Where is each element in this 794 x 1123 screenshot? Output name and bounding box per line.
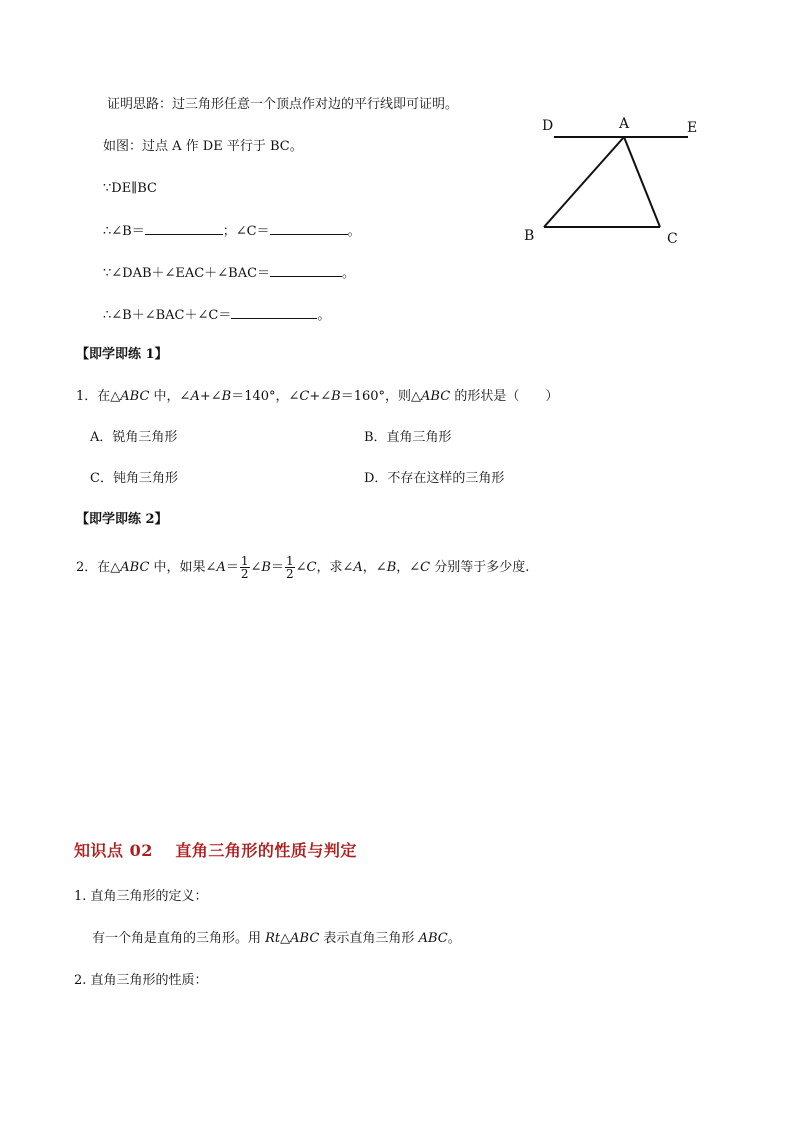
prop-heading: 2. 直角三角形的性质： xyxy=(74,973,208,988)
def-text-part: 。 xyxy=(447,931,461,946)
label-b: B xyxy=(524,228,535,244)
proof-therefore-b-c xyxy=(103,222,361,241)
fraction-denominator: 2 xyxy=(240,567,249,581)
therefore-sum-text: ∴∠B＋∠BAC＋∠C＝ xyxy=(103,308,232,323)
answer-blank-sum2[interactable] xyxy=(231,306,317,319)
q-var-c: C xyxy=(299,389,310,404)
def-text xyxy=(92,930,461,948)
label-e: E xyxy=(687,120,698,136)
q-text: ＝140°，∠ xyxy=(231,389,300,404)
fraction-numerator: 1 xyxy=(240,554,249,568)
q-var-b: B xyxy=(221,389,232,404)
proof-because-parallel: ∵DE∥BC xyxy=(103,181,157,196)
proof-because-sum xyxy=(103,264,355,283)
side-ac xyxy=(624,137,660,227)
option-d[interactable]: D．不存在这样的三角形 xyxy=(364,471,505,486)
fraction-one-half xyxy=(240,555,250,580)
label-a: A xyxy=(619,116,630,132)
period: 。 xyxy=(342,266,356,281)
q-text: 分别等于多少度. xyxy=(430,560,530,575)
q-text: 1．在△ xyxy=(76,389,121,404)
def-heading: 1. 直角三角形的定义： xyxy=(74,889,208,904)
proof-figure-note: 如图：过点 A 作 DE 平行于 BC。 xyxy=(103,139,303,154)
triangle-symbol: △ xyxy=(280,931,291,946)
answer-blank-c[interactable] xyxy=(270,222,348,235)
q-text: ，∠ xyxy=(362,560,387,575)
practice1-question xyxy=(76,388,558,406)
fraction-denominator: 2 xyxy=(285,567,294,581)
q-abc: ABC xyxy=(120,560,150,575)
q-var-b: B xyxy=(331,389,341,404)
def-abc: ABC xyxy=(290,931,320,946)
fraction-one-half xyxy=(285,555,295,580)
q-var-b: B xyxy=(386,560,397,575)
q-var-a: A xyxy=(190,389,200,404)
proof-idea: 证明思路：过三角形任意一个顶点作对边的平行线即可证明。 xyxy=(107,97,459,112)
q-abc: ABC xyxy=(120,389,150,404)
def-text-part: 表示直角三角形 xyxy=(319,931,419,946)
therefore-c-text: ；∠C＝ xyxy=(222,224,270,239)
q-text: ＝ xyxy=(270,560,284,575)
triangle-figure xyxy=(524,110,710,250)
q-text: ，∠ xyxy=(396,560,421,575)
def-abc: ABC xyxy=(418,931,448,946)
period: 。 xyxy=(347,224,361,239)
practice1-heading: 【即学即练 1】 xyxy=(76,347,168,362)
q-text: +∠ xyxy=(199,389,222,404)
q-var-c: C xyxy=(420,560,431,575)
therefore-b-text: ∴∠B＝ xyxy=(103,224,145,239)
side-ab xyxy=(544,137,624,227)
q-text: ＝ xyxy=(225,560,239,575)
q-text: ∠ xyxy=(250,560,262,575)
because-sum-text: ∵∠DAB＋∠EAC＋∠BAC＝ xyxy=(103,266,271,281)
q-var-b: B xyxy=(261,560,271,575)
q-text: 2．在△ xyxy=(76,560,121,575)
label-c: C xyxy=(667,231,678,247)
answer-blank-b[interactable] xyxy=(145,222,223,235)
section-title: 知识点 02 直角三角形的性质与判定 xyxy=(74,841,357,860)
option-c[interactable]: C．钝角三角形 xyxy=(90,471,178,486)
def-rt: Rt xyxy=(265,931,281,946)
q-text: 中，∠ xyxy=(149,389,191,404)
q-text: +∠ xyxy=(309,389,332,404)
option-a[interactable]: A．锐角三角形 xyxy=(90,430,178,445)
period: 。 xyxy=(317,308,331,323)
proof-therefore-sum xyxy=(103,306,330,325)
fraction-numerator: 1 xyxy=(285,554,294,568)
option-b[interactable]: B．直角三角形 xyxy=(364,430,452,445)
q-text: ＝160°，则△ xyxy=(340,389,422,404)
q-var-c: C xyxy=(306,560,317,575)
q-text: ∠ xyxy=(295,560,307,575)
practice2-heading: 【即学即练 2】 xyxy=(76,512,168,527)
q-text: 中，如果∠ xyxy=(149,560,217,575)
label-d: D xyxy=(542,118,554,134)
def-text-part: 有一个角是直角的三角形。用 xyxy=(92,931,266,946)
practice2-question xyxy=(76,550,529,586)
q-text: ，求∠ xyxy=(316,560,354,575)
q-var-a: A xyxy=(216,560,226,575)
q-text: 的形状是（ ） xyxy=(450,389,559,404)
q-var-a: A xyxy=(353,560,363,575)
q-abc: ABC xyxy=(421,389,451,404)
answer-blank-sum1[interactable] xyxy=(270,264,342,277)
